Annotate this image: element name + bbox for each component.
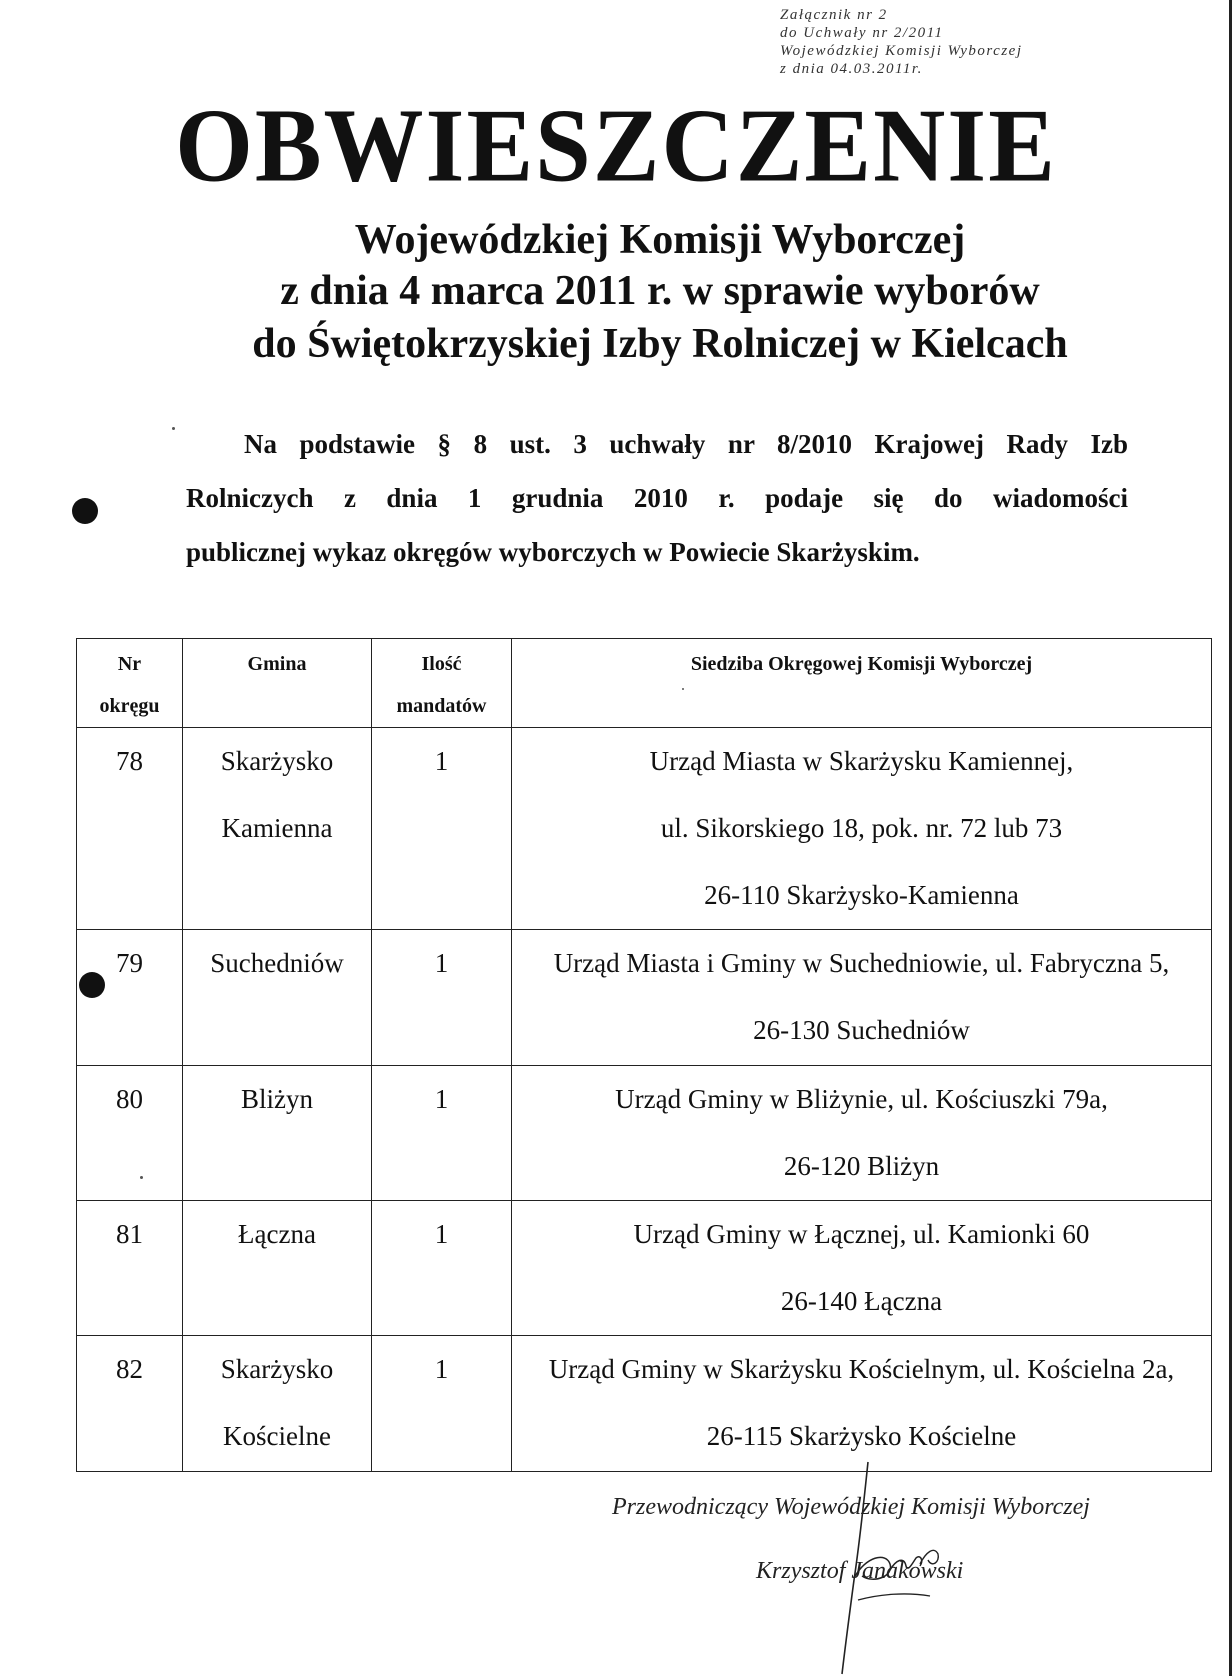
annex-line: Załącznik nr 2	[780, 7, 888, 23]
gmina-line: Skarżysko	[220, 746, 334, 776]
annex-line: Wojewódzkiej Komisji Wyborczej	[780, 43, 1023, 59]
subtitle-line: z dnia 4 marca 2011 r. w sprawie wyborów	[280, 268, 1040, 314]
punch-hole	[72, 498, 98, 524]
cell-gmina	[183, 1066, 372, 1201]
siedziba-line: Urząd Miasta w Skarżysku Kamiennej,	[649, 746, 1074, 776]
gmina-line: Kościelne	[223, 1421, 331, 1451]
gmina-line: Suchedniów	[210, 948, 344, 978]
header-text: Ilość	[421, 653, 462, 675]
siedziba-line: 26-110 Skarżysko-Kamienna	[704, 880, 1019, 910]
annex-line: z dnia 04.03.2011r.	[780, 61, 923, 77]
cell-siedziba	[512, 1201, 1212, 1336]
cell-gmina	[183, 930, 372, 1066]
siedziba-line: 26-120 Bliżyn	[783, 1151, 940, 1181]
annex-line: do Uchwały nr 2/2011	[780, 25, 944, 41]
cell-nr: 78	[77, 728, 183, 930]
intro-line: Na podstawie § 8 ust. 3 uchwały nr 8/2010 Krajowej Rady Izb	[244, 429, 1128, 459]
signer-name: Krzysztof Janakowski	[756, 1558, 964, 1584]
intro-line: publicznej wykaz okręgów wyborczych w Powiecie Skarżyskim.	[186, 537, 920, 567]
intro-line: Rolniczych z dnia 1 grudnia 2010 r. podaje się do wiadomości	[186, 483, 1128, 513]
table-row	[77, 728, 1212, 930]
cell-siedziba	[512, 1066, 1212, 1201]
annex-note	[780, 6, 1023, 78]
districts-table	[76, 638, 1212, 1472]
scan-speck	[172, 427, 175, 430]
cell-nr: 79	[77, 930, 183, 1066]
gmina-line: Kamienna	[221, 813, 333, 843]
siedziba-line: ul. Sikorskiego 18, pok. nr. 72 lub 73	[660, 813, 1063, 843]
siedziba-line: Urząd Miasta i Gminy w Suchedniowie, ul. Fabryczna 5,	[553, 948, 1170, 978]
subtitle-line: do Świętokrzyskiej Izby Rolniczej w Kielcach	[252, 321, 1068, 367]
handwritten-signature	[820, 1460, 980, 1676]
cell-mandaty: 1	[372, 1066, 512, 1201]
table-row	[77, 930, 1212, 1066]
cell-mandaty: 1	[372, 728, 512, 930]
cell-nr: 80	[77, 1066, 183, 1201]
cell-gmina	[183, 1201, 372, 1336]
signer-title: Przewodniczący Wojewódzkiej Komisji Wyborczej	[612, 1494, 1090, 1520]
siedziba-line: 26-140 Łączna	[780, 1286, 943, 1316]
siedziba-line: Urząd Gminy w Skarżysku Kościelnym, ul. Kościelna 2a,	[548, 1354, 1175, 1384]
siedziba-line: 26-130 Suchedniów	[753, 1015, 970, 1045]
header-text: Gmina	[247, 653, 307, 675]
cell-siedziba	[512, 930, 1212, 1066]
cell-nr: 81	[77, 1201, 183, 1336]
cell-nr: 82	[77, 1336, 183, 1472]
cell-siedziba	[512, 1336, 1212, 1472]
cell-siedziba	[512, 728, 1212, 930]
header-text: Nr	[117, 653, 142, 675]
siedziba-line: Urząd Gminy w Łącznej, ul. Kamionki 60	[633, 1219, 1090, 1249]
header-nr	[77, 639, 183, 728]
table-header-row	[77, 639, 1212, 728]
table-row	[77, 1201, 1212, 1336]
header-mandaty	[372, 639, 512, 728]
subtitle-line: Wojewódzkiej Komisji Wyborczej	[354, 217, 966, 263]
gmina-line: Łączna	[238, 1219, 316, 1249]
gmina-line: Skarżysko	[220, 1354, 334, 1384]
header-text: okręgu	[99, 695, 160, 717]
siedziba-line: Urząd Gminy w Bliżynie, ul. Kościuszki 79a,	[615, 1084, 1108, 1114]
header-gmina	[183, 639, 372, 728]
header-siedziba	[512, 639, 1212, 728]
header-text: mandatów	[396, 695, 487, 717]
header-text: Siedziba Okręgowej Komisji Wyborczej	[690, 653, 1033, 675]
table-row	[77, 1066, 1212, 1201]
cell-mandaty: 1	[372, 930, 512, 1066]
page-title: OBWIESZCZENIE	[175, 87, 1057, 204]
gmina-line: Bliżyn	[241, 1084, 313, 1114]
cell-gmina	[183, 728, 372, 930]
cell-mandaty: 1	[372, 1201, 512, 1336]
siedziba-line: 26-115 Skarżysko Kościelne	[706, 1421, 1017, 1451]
table-row	[77, 1336, 1212, 1472]
cell-mandaty: 1	[372, 1336, 512, 1472]
cell-gmina	[183, 1336, 372, 1472]
